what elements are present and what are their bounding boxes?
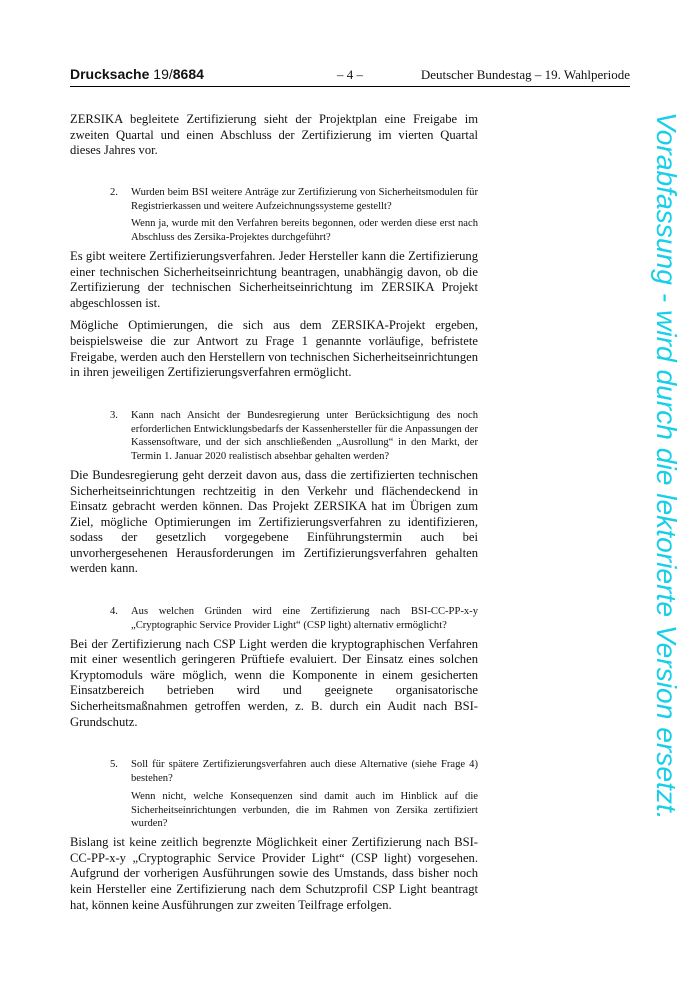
question-2 [110, 186, 478, 245]
question-text: Kann nach Ansicht der Bundesregierung unter Berücksichtigung des noch erforderlichen Entwicklungsbedarfs der Kassenhersteller für die Anpassungen der Kassensoftware, und der sich anschließenden „Ausrollung“ in den Markt, der Termin 1. Januar 2020 realistisch absehbar gehalten werden? [131, 409, 478, 463]
question-text: Soll für spätere Zertifizierungsverfahren auch diese Alternative (siehe Frage 4) bestehen? [131, 759, 478, 785]
draft-notice-sidebar [651, 112, 685, 902]
question-3 [110, 409, 478, 464]
question-number: 3. [110, 409, 118, 421]
answer-2-paragraph-1: Es gibt weitere Zertifizierungsverfahren. Jeder Hersteller kann die Zertifizierung einer technischen Sicherheitseinrichtung beantragen, unabhängig davon, ob die Zertifizierung der technischen Sicherheitseinrichtung im ZERSIKA Projekt abgeschlossen ist. [70, 248, 478, 310]
answer-4: Bei der Zertifizierung nach CSP Light werden die kryptographischen Verfahren mit einer wesentlich geringeren Prüftiefe evaluiert. Der Einsatz eines solchen Kryptomoduls wäre möglich, wenn die Komponente in einem gesicherten Einsatzbereich betrieben wird und geeignete organisatorische Sicherheitsmaßnahmen getroffen werden, z. B. durch ein Audit nach BSI-Grundschutz. [70, 636, 478, 729]
doc-period: 19/ [153, 66, 173, 82]
question-text: Wurden beim BSI weitere Anträge zur Zertifizierung von Sicherheitsmodulen für Registrierkassen und weitere Aufzeichnungssysteme gestellt? [131, 186, 478, 212]
page-header [70, 66, 630, 87]
page-body [70, 112, 478, 913]
question-number: 5. [110, 759, 118, 771]
question-number: 2. [110, 186, 118, 198]
institution-label: Deutscher Bundestag – 19. Wahlperiode [420, 67, 630, 82]
doc-label: Drucksache [70, 66, 150, 82]
question-text: Aus welchen Gründen wird eine Zertifizierung nach BSI-CC-PP-x-y „Cryptographic Service Provider Light“ (CSP light) alternativ ermöglicht? [131, 606, 478, 631]
answer-3: Die Bundesregierung geht derzeit davon aus, dass die zertifizierten technischen Sicherheitseinrichtungen rechtzeitig in den Verkehr und flächendeckend in Einsatz gebracht werden können. Das Projekt ZERSIKA hat im Übrigen zum Ziel, mögliche Optimierungen im Zertifizierungsverfahren zu identifizieren, sodass der gesetzlich vorgegebene Einführungstermin auch bei unvorhergesehenen Herausforderungen im Zertifizierungsverfahren gehalten werden kann. [70, 467, 478, 576]
question-5 [110, 758, 478, 831]
answer-continuation: ZERSIKA begleitete Zertifizierung sieht der Projektplan eine Freigabe im zweiten Quartal und einen Abschluss der Zertifizierung im vierten Quartal dieses Jahres vor. [70, 112, 478, 158]
answer-5: Bislang ist keine zeitlich begrenzte Möglichkeit einer Zertifizierung nach BSI-CC-PP-x-y „Cryptographic Service Provider Light“ (CSP light) vorgesehen. Aufgrund der vorherigen Ausführungen sowie des Umstands, dass bisher noch kein Hersteller eine Zertifizierung nach dem Schutzprofil CSP Light beantragt hat, können keine Ausführungen zur zweiten Teilfrage erfolgen. [70, 835, 478, 912]
question-subtext: Wenn nicht, welche Konsequenzen sind damit auch im Hinblick auf die Sicherheitseinrichtungen verbunden, die im Rahmen von Zersika zertifiziert wurden? [131, 790, 478, 830]
question-4 [110, 605, 478, 633]
page-number: – 4 – [337, 67, 363, 82]
question-subtext: Wenn ja, wurde mit den Verfahren bereits begonnen, oder werden diese erst nach Abschluss des Zersika-Projektes durchgeführt? [131, 218, 478, 244]
question-number: 4. [110, 606, 118, 618]
draft-notice-text: Vorabfassung - wird durch die lektorierte Version ersetzt. [651, 112, 683, 820]
doc-number: 8684 [172, 66, 204, 82]
answer-2-paragraph-2: Mögliche Optimierungen, die sich aus dem ZERSIKA-Projekt ergeben, beispielsweise die zur Antwort zu Frage 1 genannte vorläufige, befristete Freigabe, werden auch den Herstellern von technischen Sicherheitseinrichtungen in ihren jeweiligen Zertifizierungsverfahren ermöglicht. [70, 318, 478, 380]
